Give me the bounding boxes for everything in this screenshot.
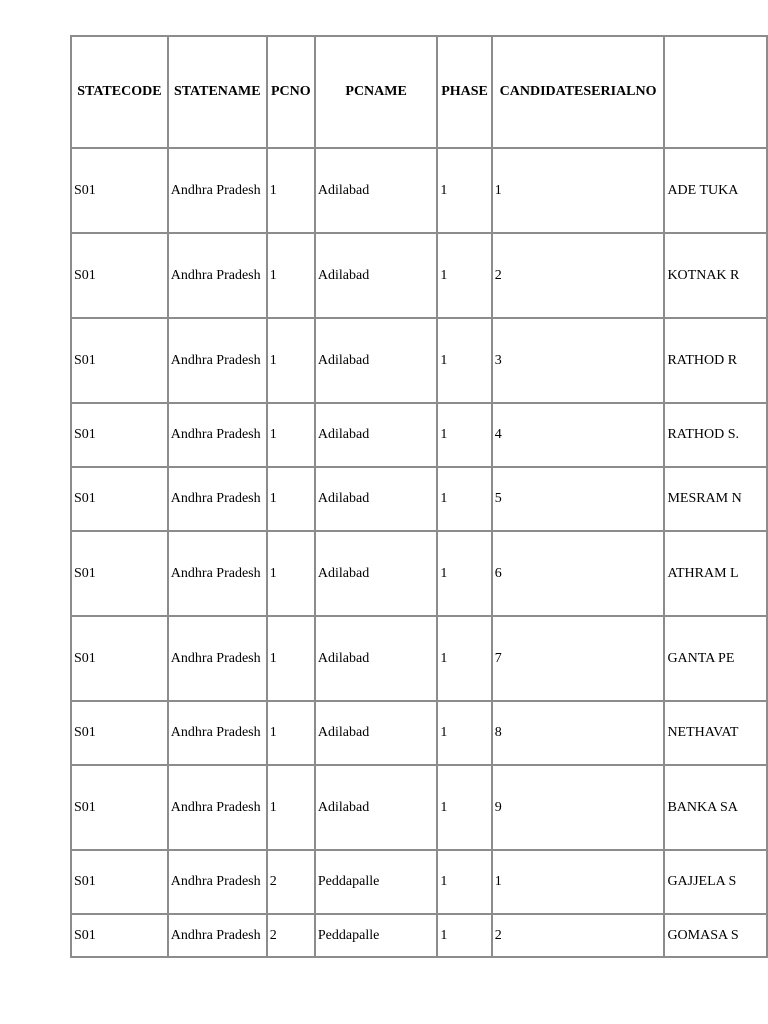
table-row	[71, 531, 767, 616]
cell-statecode: S01	[71, 765, 168, 850]
table-row	[71, 233, 767, 318]
cell-statecode: S01	[71, 850, 168, 914]
cell-candidate-name: ADE TUKA	[664, 148, 767, 233]
cell-pcno: 1	[267, 318, 315, 403]
cell-pcno: 1	[267, 765, 315, 850]
cell-candidateserialno: 5	[492, 467, 665, 531]
cell-pcname: Adilabad	[315, 616, 437, 701]
candidate-table	[70, 35, 768, 958]
table-row	[71, 616, 767, 701]
header-statecode: STATECODE	[71, 36, 168, 148]
cell-candidate-name: BANKA SA	[664, 765, 767, 850]
cell-statename: Andhra Pradesh	[168, 531, 267, 616]
cell-candidateserialno: 1	[492, 148, 665, 233]
cell-statecode: S01	[71, 467, 168, 531]
cell-phase: 1	[437, 403, 491, 467]
cell-candidate-name: RATHOD S.	[664, 403, 767, 467]
cell-pcno: 1	[267, 148, 315, 233]
cell-candidateserialno: 2	[492, 914, 665, 957]
table-row	[71, 467, 767, 531]
table-row	[71, 765, 767, 850]
cell-candidate-name: MESRAM N	[664, 467, 767, 531]
cell-statecode: S01	[71, 914, 168, 957]
header-candidate-name	[664, 36, 767, 148]
cell-candidateserialno: 3	[492, 318, 665, 403]
cell-pcno: 1	[267, 616, 315, 701]
cell-pcname: Adilabad	[315, 403, 437, 467]
cell-pcname: Peddapalle	[315, 914, 437, 957]
cell-pcname: Adilabad	[315, 233, 437, 318]
cell-statename: Andhra Pradesh	[168, 233, 267, 318]
cell-statename: Andhra Pradesh	[168, 616, 267, 701]
cell-phase: 1	[437, 318, 491, 403]
cell-statecode: S01	[71, 701, 168, 765]
cell-phase: 1	[437, 914, 491, 957]
cell-phase: 1	[437, 850, 491, 914]
table-header-row	[71, 36, 767, 148]
header-pcno: PCNO	[267, 36, 315, 148]
cell-pcname: Adilabad	[315, 701, 437, 765]
cell-phase: 1	[437, 531, 491, 616]
cell-pcno: 1	[267, 701, 315, 765]
cell-phase: 1	[437, 765, 491, 850]
cell-statecode: S01	[71, 318, 168, 403]
cell-candidate-name: ATHRAM L	[664, 531, 767, 616]
header-statename: STATENAME	[168, 36, 267, 148]
cell-candidate-name: NETHAVAT	[664, 701, 767, 765]
cell-pcname: Adilabad	[315, 765, 437, 850]
cell-pcno: 1	[267, 467, 315, 531]
cell-candidateserialno: 2	[492, 233, 665, 318]
cell-statename: Andhra Pradesh	[168, 765, 267, 850]
cell-statename: Andhra Pradesh	[168, 467, 267, 531]
cell-candidate-name: RATHOD R	[664, 318, 767, 403]
cell-pcname: Adilabad	[315, 467, 437, 531]
cell-candidate-name: GAJJELA S	[664, 850, 767, 914]
cell-pcname: Adilabad	[315, 531, 437, 616]
table-row	[71, 701, 767, 765]
cell-phase: 1	[437, 148, 491, 233]
cell-pcno: 1	[267, 531, 315, 616]
cell-candidateserialno: 9	[492, 765, 665, 850]
cell-candidate-name: GANTA PE	[664, 616, 767, 701]
cell-statecode: S01	[71, 403, 168, 467]
cell-statename: Andhra Pradesh	[168, 701, 267, 765]
cell-pcno: 1	[267, 403, 315, 467]
cell-candidateserialno: 4	[492, 403, 665, 467]
cell-candidateserialno: 6	[492, 531, 665, 616]
cell-statecode: S01	[71, 148, 168, 233]
table-row	[71, 318, 767, 403]
cell-phase: 1	[437, 233, 491, 318]
cell-statecode: S01	[71, 616, 168, 701]
cell-statename: Andhra Pradesh	[168, 403, 267, 467]
cell-pcno: 2	[267, 914, 315, 957]
table-row	[71, 403, 767, 467]
cell-statename: Andhra Pradesh	[168, 914, 267, 957]
cell-statename: Andhra Pradesh	[168, 850, 267, 914]
cell-phase: 1	[437, 616, 491, 701]
cell-statename: Andhra Pradesh	[168, 148, 267, 233]
header-pcname: PCNAME	[315, 36, 437, 148]
cell-candidateserialno: 8	[492, 701, 665, 765]
table-row	[71, 914, 767, 957]
cell-candidateserialno: 1	[492, 850, 665, 914]
cell-pcname: Peddapalle	[315, 850, 437, 914]
cell-candidateserialno: 7	[492, 616, 665, 701]
cell-candidate-name: GOMASA S	[664, 914, 767, 957]
cell-pcno: 2	[267, 850, 315, 914]
cell-pcname: Adilabad	[315, 148, 437, 233]
table-row	[71, 148, 767, 233]
header-phase: PHASE	[437, 36, 491, 148]
cell-statecode: S01	[71, 233, 168, 318]
cell-pcname: Adilabad	[315, 318, 437, 403]
cell-phase: 1	[437, 701, 491, 765]
cell-statename: Andhra Pradesh	[168, 318, 267, 403]
table-row	[71, 850, 767, 914]
cell-pcno: 1	[267, 233, 315, 318]
cell-phase: 1	[437, 467, 491, 531]
cell-statecode: S01	[71, 531, 168, 616]
cell-candidate-name: KOTNAK R	[664, 233, 767, 318]
header-candidateserialno: CANDIDATESERIALNO	[492, 36, 665, 148]
